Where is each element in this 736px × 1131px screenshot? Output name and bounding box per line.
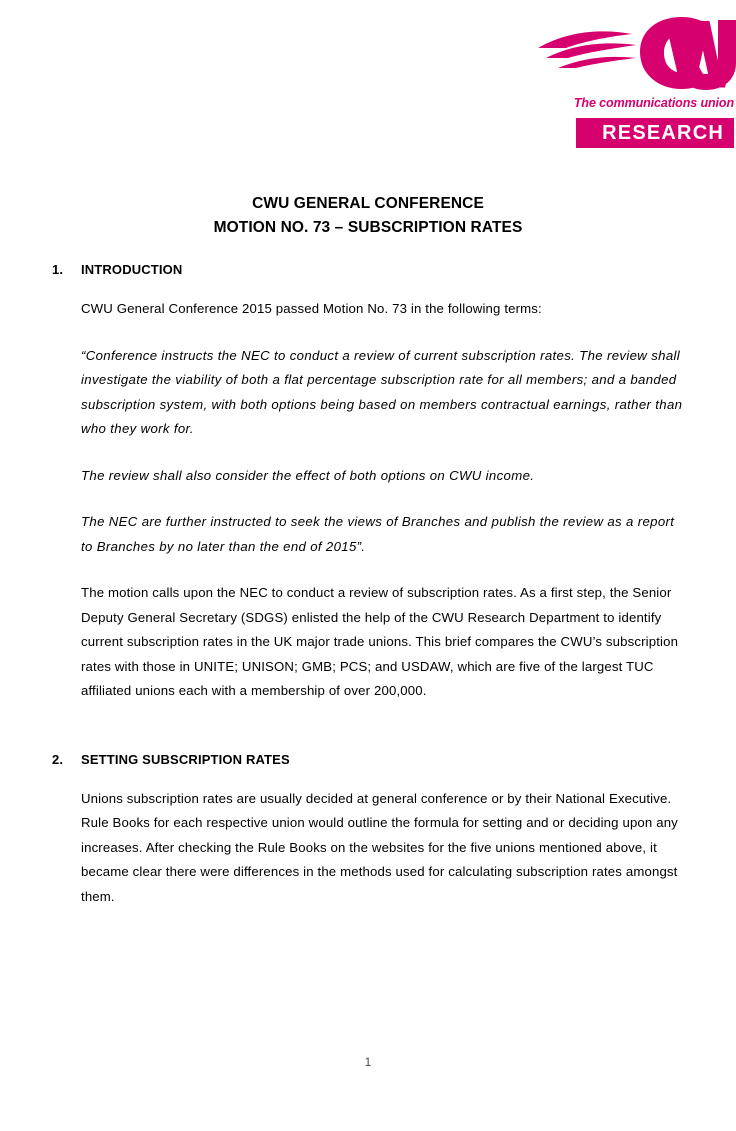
section-heading-introduction [52, 262, 686, 277]
cwu-research-logo [536, 14, 736, 144]
section-title: SETTING SUBSCRIPTION RATES [81, 751, 290, 767]
section-spacer [52, 726, 686, 752]
document-body [52, 262, 686, 931]
research-badge [576, 118, 734, 148]
section-number: 1. [52, 262, 64, 277]
quote-paragraph: The NEC are further instructed to seek the views of Branches and publish the review as a report to Branches by no later than the end of 2015”. [81, 514, 675, 554]
cwu-wordmark-icon [536, 14, 736, 92]
page-title [52, 192, 684, 240]
quote-paragraph: “Conference instructs the NEC to conduct a review of current subscription rates. The review shall investigate the viability of both a flat percentage subscription rate for all members; and a banded subscription system, with both options being based on members contractual earnings, rather than who they work for. [81, 347, 683, 436]
title-line-1: CWU GENERAL CONFERENCE [252, 195, 484, 212]
quote-paragraph: The review shall also consider the effect of both options on CWU income. [81, 467, 535, 483]
title-line-2: MOTION NO. 73 – SUBSCRIPTION RATES [213, 219, 523, 236]
paragraph: Unions subscription rates are usually decided at general conference or by their National Executive. Rule Books for each respective union would outline the formula for setting and or deciding upon any increases. After checking the Rule Books on the websites for the five unions mentioned above, it became clear there were differences in the methods used for calculating subscription rates amongst them. [81, 790, 678, 904]
section-number: 2. [52, 751, 64, 767]
section-title: INTRODUCTION [81, 262, 183, 277]
logo-tagline: The communications union [573, 96, 734, 110]
page-number: 1 [364, 1057, 372, 1069]
research-badge-label: RESEARCH [602, 122, 724, 144]
paragraph: The motion calls upon the NEC to conduct a review of subscription rates. As a first step, the Senior Deputy General Secretary (SDGS) enlisted the help of the CWU Research Department to identify current subscription rates in the UK major trade unions. This brief compares the CWU’s subscription rates with those in UNITE; UNISON; GMB; PCS; and USDAW, which are five of the largest TUC affiliated unions each with a membership of over 200,000. [81, 585, 679, 698]
section-heading-setting-subscription-rates [52, 752, 686, 767]
paragraph: CWU General Conference 2015 passed Motion No. 73 in the following terms: [81, 301, 542, 316]
